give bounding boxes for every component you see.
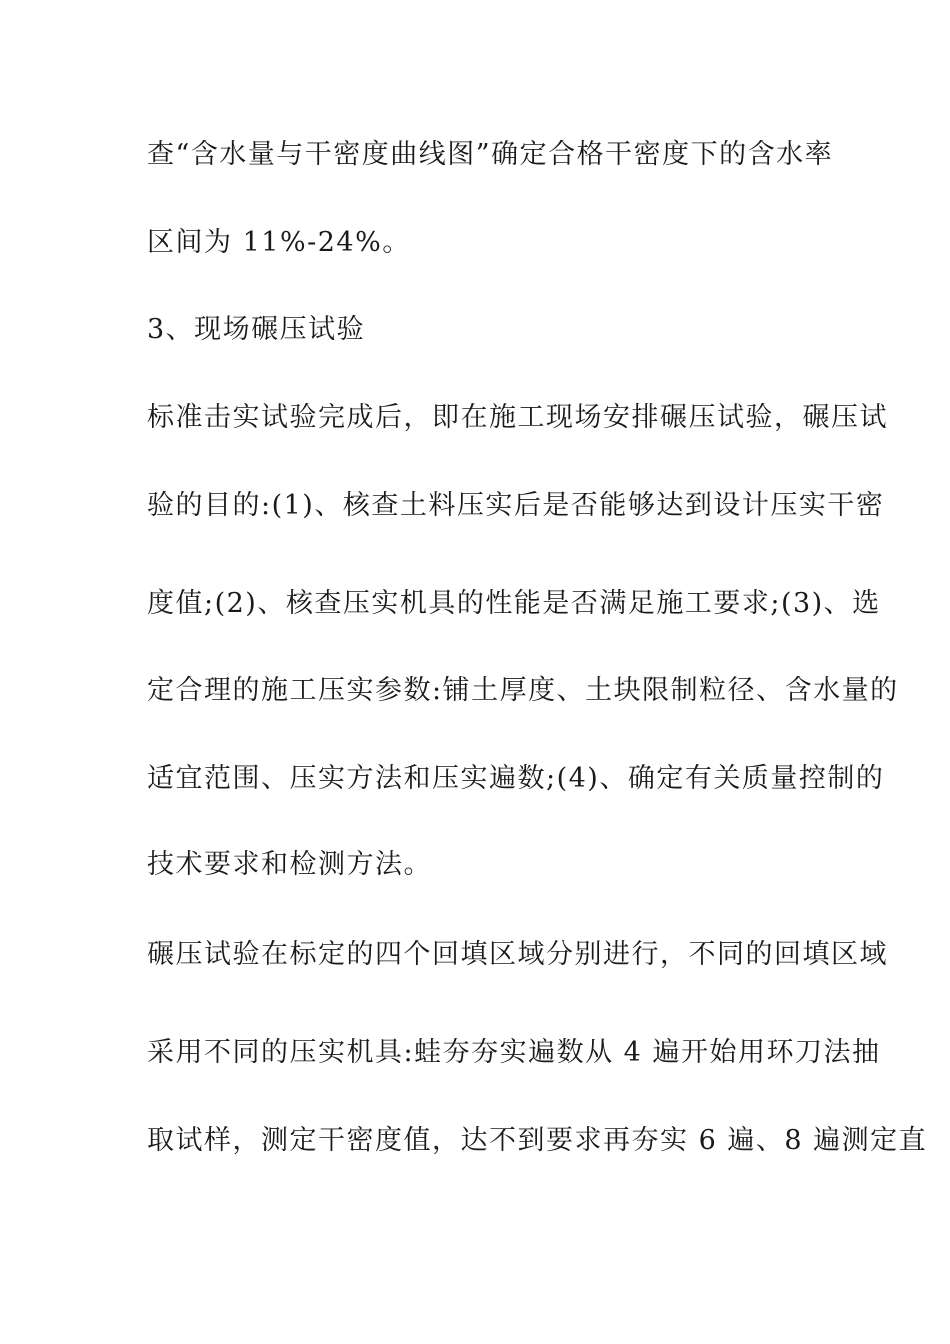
paragraph-line-6: 度值;(2)、核查压实机具的性能是否满足施工要求;(3)、选 bbox=[147, 588, 881, 619]
paragraph-line-1: 查“含水量与干密度曲线图”确定合格干密度下的含水率 bbox=[147, 139, 834, 170]
paragraph-line-7: 定合理的施工压实参数:铺土厚度、土块限制粒径、含水量的 bbox=[147, 675, 899, 706]
paragraph-line-4: 标准击实试验完成后，即在施工现场安排碾压试验，碾压试 bbox=[147, 402, 888, 433]
paragraph-line-11: 采用不同的压实机具:蛙夯夯实遍数从 4 遍开始用环刀法抽 bbox=[147, 1037, 881, 1068]
paragraph-line-9: 技术要求和检测方法。 bbox=[147, 849, 432, 880]
paragraph-line-10: 碾压试验在标定的四个回填区域分别进行，不同的回填区域 bbox=[147, 939, 888, 970]
paragraph-line-12: 取试样，测定干密度值，达不到要求再夯实 6 遍、8 遍测定直 bbox=[147, 1125, 928, 1156]
section-heading: 3、现场碾压试验 bbox=[147, 314, 366, 345]
paragraph-line-5: 验的目的:(1)、核查土料压实后是否能够达到设计压实干密 bbox=[147, 490, 885, 521]
paragraph-line-8: 适宜范围、压实方法和压实遍数;(4)、确定有关质量控制的 bbox=[147, 763, 885, 794]
paragraph-line-2: 区间为 11%-24%。 bbox=[147, 227, 411, 258]
